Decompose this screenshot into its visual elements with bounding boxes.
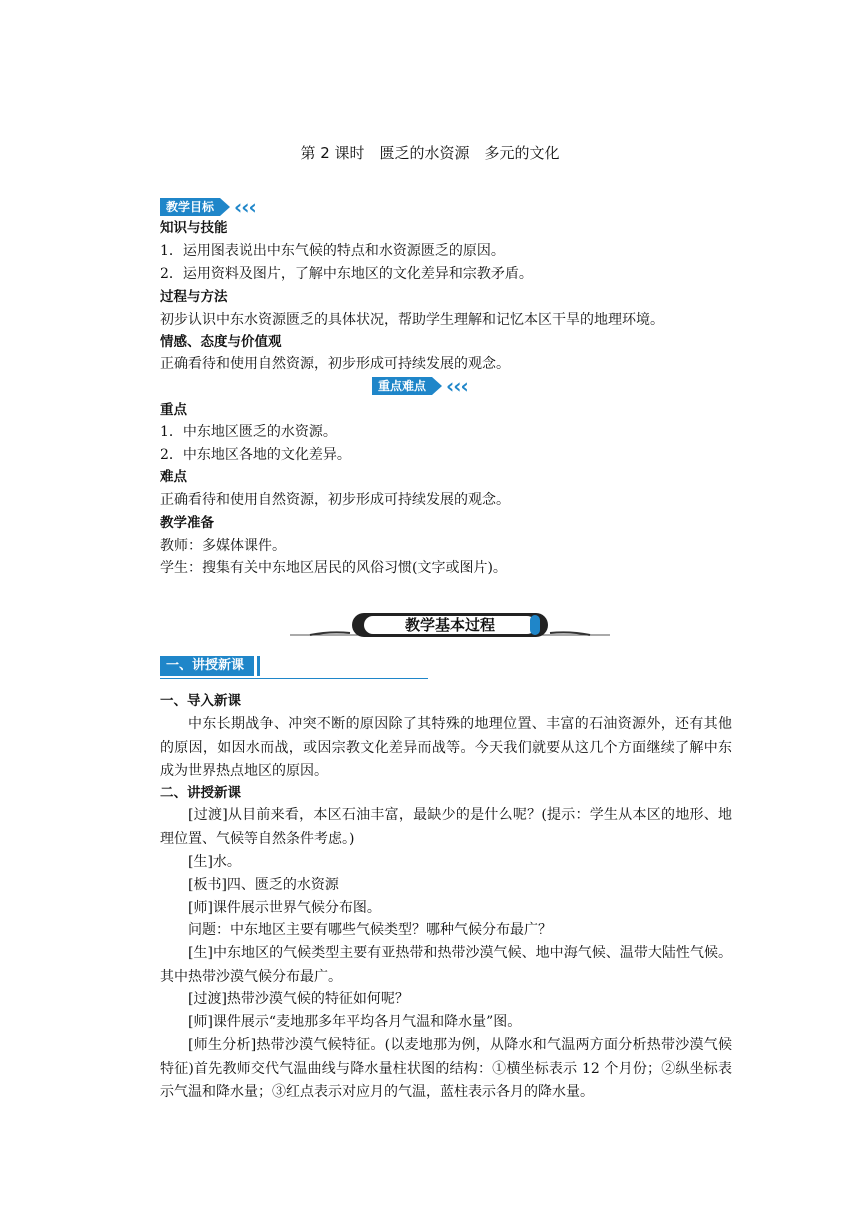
keypoints-banner — [372, 375, 468, 397]
key-heading: 重点 — [160, 402, 187, 418]
paragraph-question-1: 问题：中东地区主要有哪些气候类型？哪种气候分布最广？ — [188, 922, 552, 938]
values-item-1: 正确看待和使用自然资源，初步形成可持续发展的观念。 — [160, 356, 510, 372]
difficulty-item-1: 正确看待和使用自然资源，初步形成可持续发展的观念。 — [160, 492, 510, 508]
objectives-banner-label: 教学目标 — [160, 198, 220, 216]
process-banner-label: 教学基本过程 — [404, 616, 496, 634]
values-heading: 情感、态度与价值观 — [160, 334, 282, 350]
paragraph-teacher-2: [师]课件展示“麦地那多年平均各月气温和降水量”图。 — [188, 1014, 522, 1030]
process-heading: 过程与方法 — [160, 289, 228, 305]
objectives-banner — [160, 196, 256, 218]
paragraph-transition-2: [过渡]热带沙漠气候的特征如何呢？ — [188, 991, 409, 1007]
paragraph-transition-1: [过渡]从目前来看，本区石油丰富，最缺少的是什么呢？(提示：学生从本区的地形、地理位置、气候等自然条件考虑。) — [160, 807, 732, 847]
process-banner — [290, 611, 610, 639]
paragraph-analysis: [师生分析]热带沙漠气候特征。(以麦地那为例，从降水和气温两方面分析热带沙漠气候特征)首先教师交代气温曲线与降水量柱状图的结构：①横坐标表示 12 个月份；②纵坐标表示气温和降水量；③红点表示对应月的气温，蓝柱表示各月的降水量。 — [160, 1037, 732, 1101]
banner-arrow-icon — [220, 198, 230, 216]
paragraph-student-1: [生]水。 — [188, 854, 241, 870]
intro-heading: 一、导入新课 — [160, 693, 241, 709]
page-title: 第 2 课时 匮乏的水资源 多元的文化 — [300, 144, 560, 162]
preparation-heading: 教学准备 — [160, 515, 214, 531]
paragraph-teacher-1: [师]课件展示世界气候分布图。 — [188, 900, 381, 916]
section-bar-label: 一、讲授新课 — [160, 656, 254, 676]
key-item-1: 1．中东地区匮乏的水资源。 — [160, 424, 337, 440]
paragraph-board-1: [板书]四、匮乏的水资源 — [188, 877, 339, 893]
preparation-teacher: 教师：多媒体课件。 — [160, 538, 286, 554]
section-bar-marker — [257, 656, 260, 676]
section-bar — [160, 655, 260, 677]
knowledge-item-2: 2．运用资料及图片，了解中东地区的文化差异和宗教矛盾。 — [160, 266, 533, 282]
chevrons-icon: ‹‹‹ — [446, 374, 468, 398]
difficulty-heading: 难点 — [160, 469, 187, 485]
teach-heading: 二、讲授新课 — [160, 785, 241, 801]
banner-arrow-icon — [432, 377, 442, 395]
chevrons-icon: ‹‹‹ — [234, 195, 256, 219]
paragraph-student-2: [生]中东地区的气候类型主要有亚热带和热带沙漠气候、地中海气候、温带大陆性气候。其中热带沙漠气候分布最广。 — [160, 945, 732, 985]
keypoints-banner-label: 重点难点 — [372, 377, 432, 395]
section-underline — [160, 678, 428, 679]
key-item-2: 2．中东地区各地的文化差异。 — [160, 447, 351, 463]
process-item-1: 初步认识中东水资源匮乏的具体状况，帮助学生理解和记忆本区干旱的地理环境。 — [160, 312, 664, 328]
knowledge-heading: 知识与技能 — [160, 220, 228, 236]
knowledge-item-1: 1．运用图表说出中东气候的特点和水资源匮乏的原因。 — [160, 243, 505, 259]
intro-paragraph: 中东长期战争、冲突不断的原因除了其特殊的地理位置、丰富的石油资源外，还有其他的原因，如因水而战，或因宗教文化差异而战等。今天我们就要从这几个方面继续了解中东成为世界热点地区的原因。 — [160, 716, 732, 780]
preparation-student: 学生：搜集有关中东地区居民的风俗习惯(文字或图片)。 — [160, 560, 507, 576]
